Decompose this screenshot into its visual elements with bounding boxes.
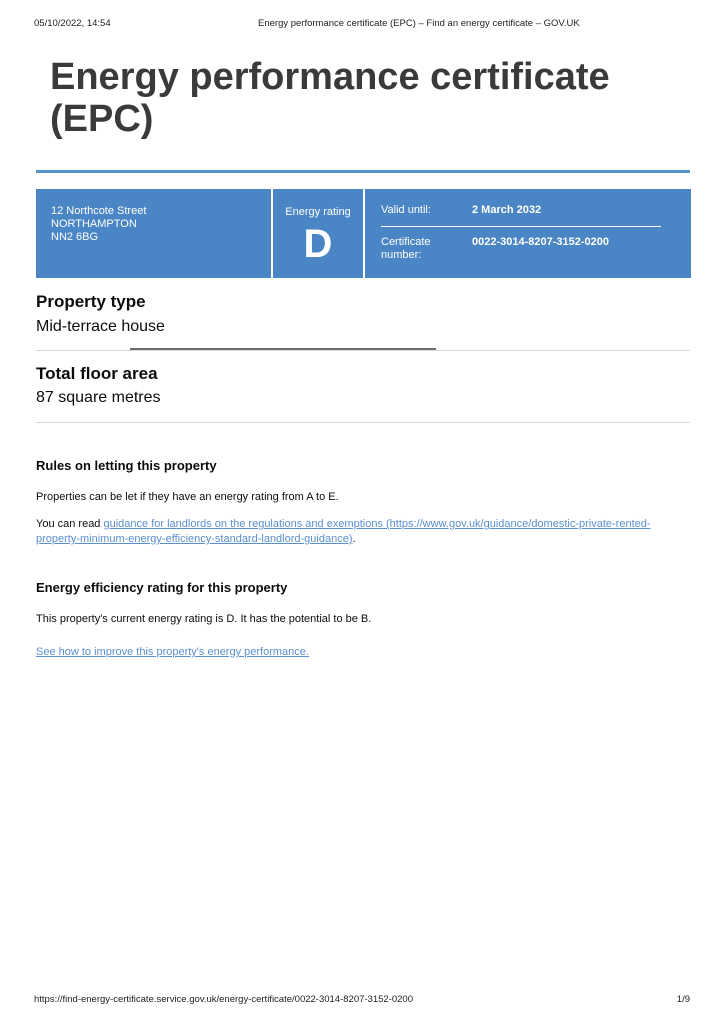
panel-inner-divider: [381, 226, 661, 227]
section-divider: [36, 350, 690, 351]
section-divider: [36, 422, 690, 423]
efficiency-rating-paragraph: This property's current energy rating is D. It has the potential to be B.: [36, 613, 372, 625]
title-divider: [36, 170, 690, 173]
page-number: 1/9: [676, 994, 690, 1005]
guidance-paragraph: [36, 517, 676, 547]
property-address: [51, 205, 146, 244]
letting-rules-heading: Rules on letting this property: [36, 458, 217, 473]
certificate-number-label: Certificate number:: [381, 236, 431, 261]
letting-rules-paragraph: Properties can be let if they have an energy rating from A to E.: [36, 491, 339, 503]
property-type-heading: Property type: [36, 292, 146, 311]
property-type-value: Mid-terrace house: [36, 318, 165, 335]
guidance-suffix: .: [352, 533, 356, 545]
improve-performance-link[interactable]: See how to improve this property's energy performance.: [36, 646, 309, 658]
energy-rating-label: Energy rating: [285, 206, 351, 218]
valid-until-value: 2 March 2032: [472, 204, 542, 216]
panel-divider-right: [363, 189, 365, 278]
page-title: Energy performance certificate (EPC): [50, 56, 610, 140]
valid-until-label: Valid until:: [381, 204, 431, 216]
print-header: [34, 18, 690, 32]
landlord-guidance-link[interactable]: guidance for landlords on the regulations and exemptions (https://www.gov.uk/guidance/domestic-private-rented-property-minimum-energy-efficiency-standard-landlord-guidance): [36, 518, 651, 545]
floor-area-heading: Total floor area: [36, 364, 158, 383]
improve-performance-paragraph: [36, 645, 676, 660]
print-document-title: Energy performance certificate (EPC) – Find an energy certificate – GOV.UK: [258, 18, 580, 29]
certificate-number-value: 0022-3014-8207-3152-0200: [472, 236, 610, 248]
epc-summary-panel: [36, 189, 691, 278]
floor-area-value: 87 square metres: [36, 389, 161, 406]
guidance-prefix: You can read: [36, 518, 104, 530]
panel-divider-left: [271, 189, 273, 278]
address-line-town: NORTHAMPTON: [51, 218, 137, 230]
address-line-postcode: NN2 6BG: [51, 231, 99, 243]
print-date: 05/10/2022, 14:54: [34, 18, 111, 29]
energy-rating-letter: D: [303, 222, 333, 266]
print-footer-url: https://find-energy-certificate.service.gov.uk/energy-certificate/0022-3014-8207-3152-0200: [34, 994, 413, 1005]
efficiency-rating-heading: Energy efficiency rating for this property: [36, 580, 288, 595]
address-line-street: 12 Northcote Street: [51, 205, 147, 217]
